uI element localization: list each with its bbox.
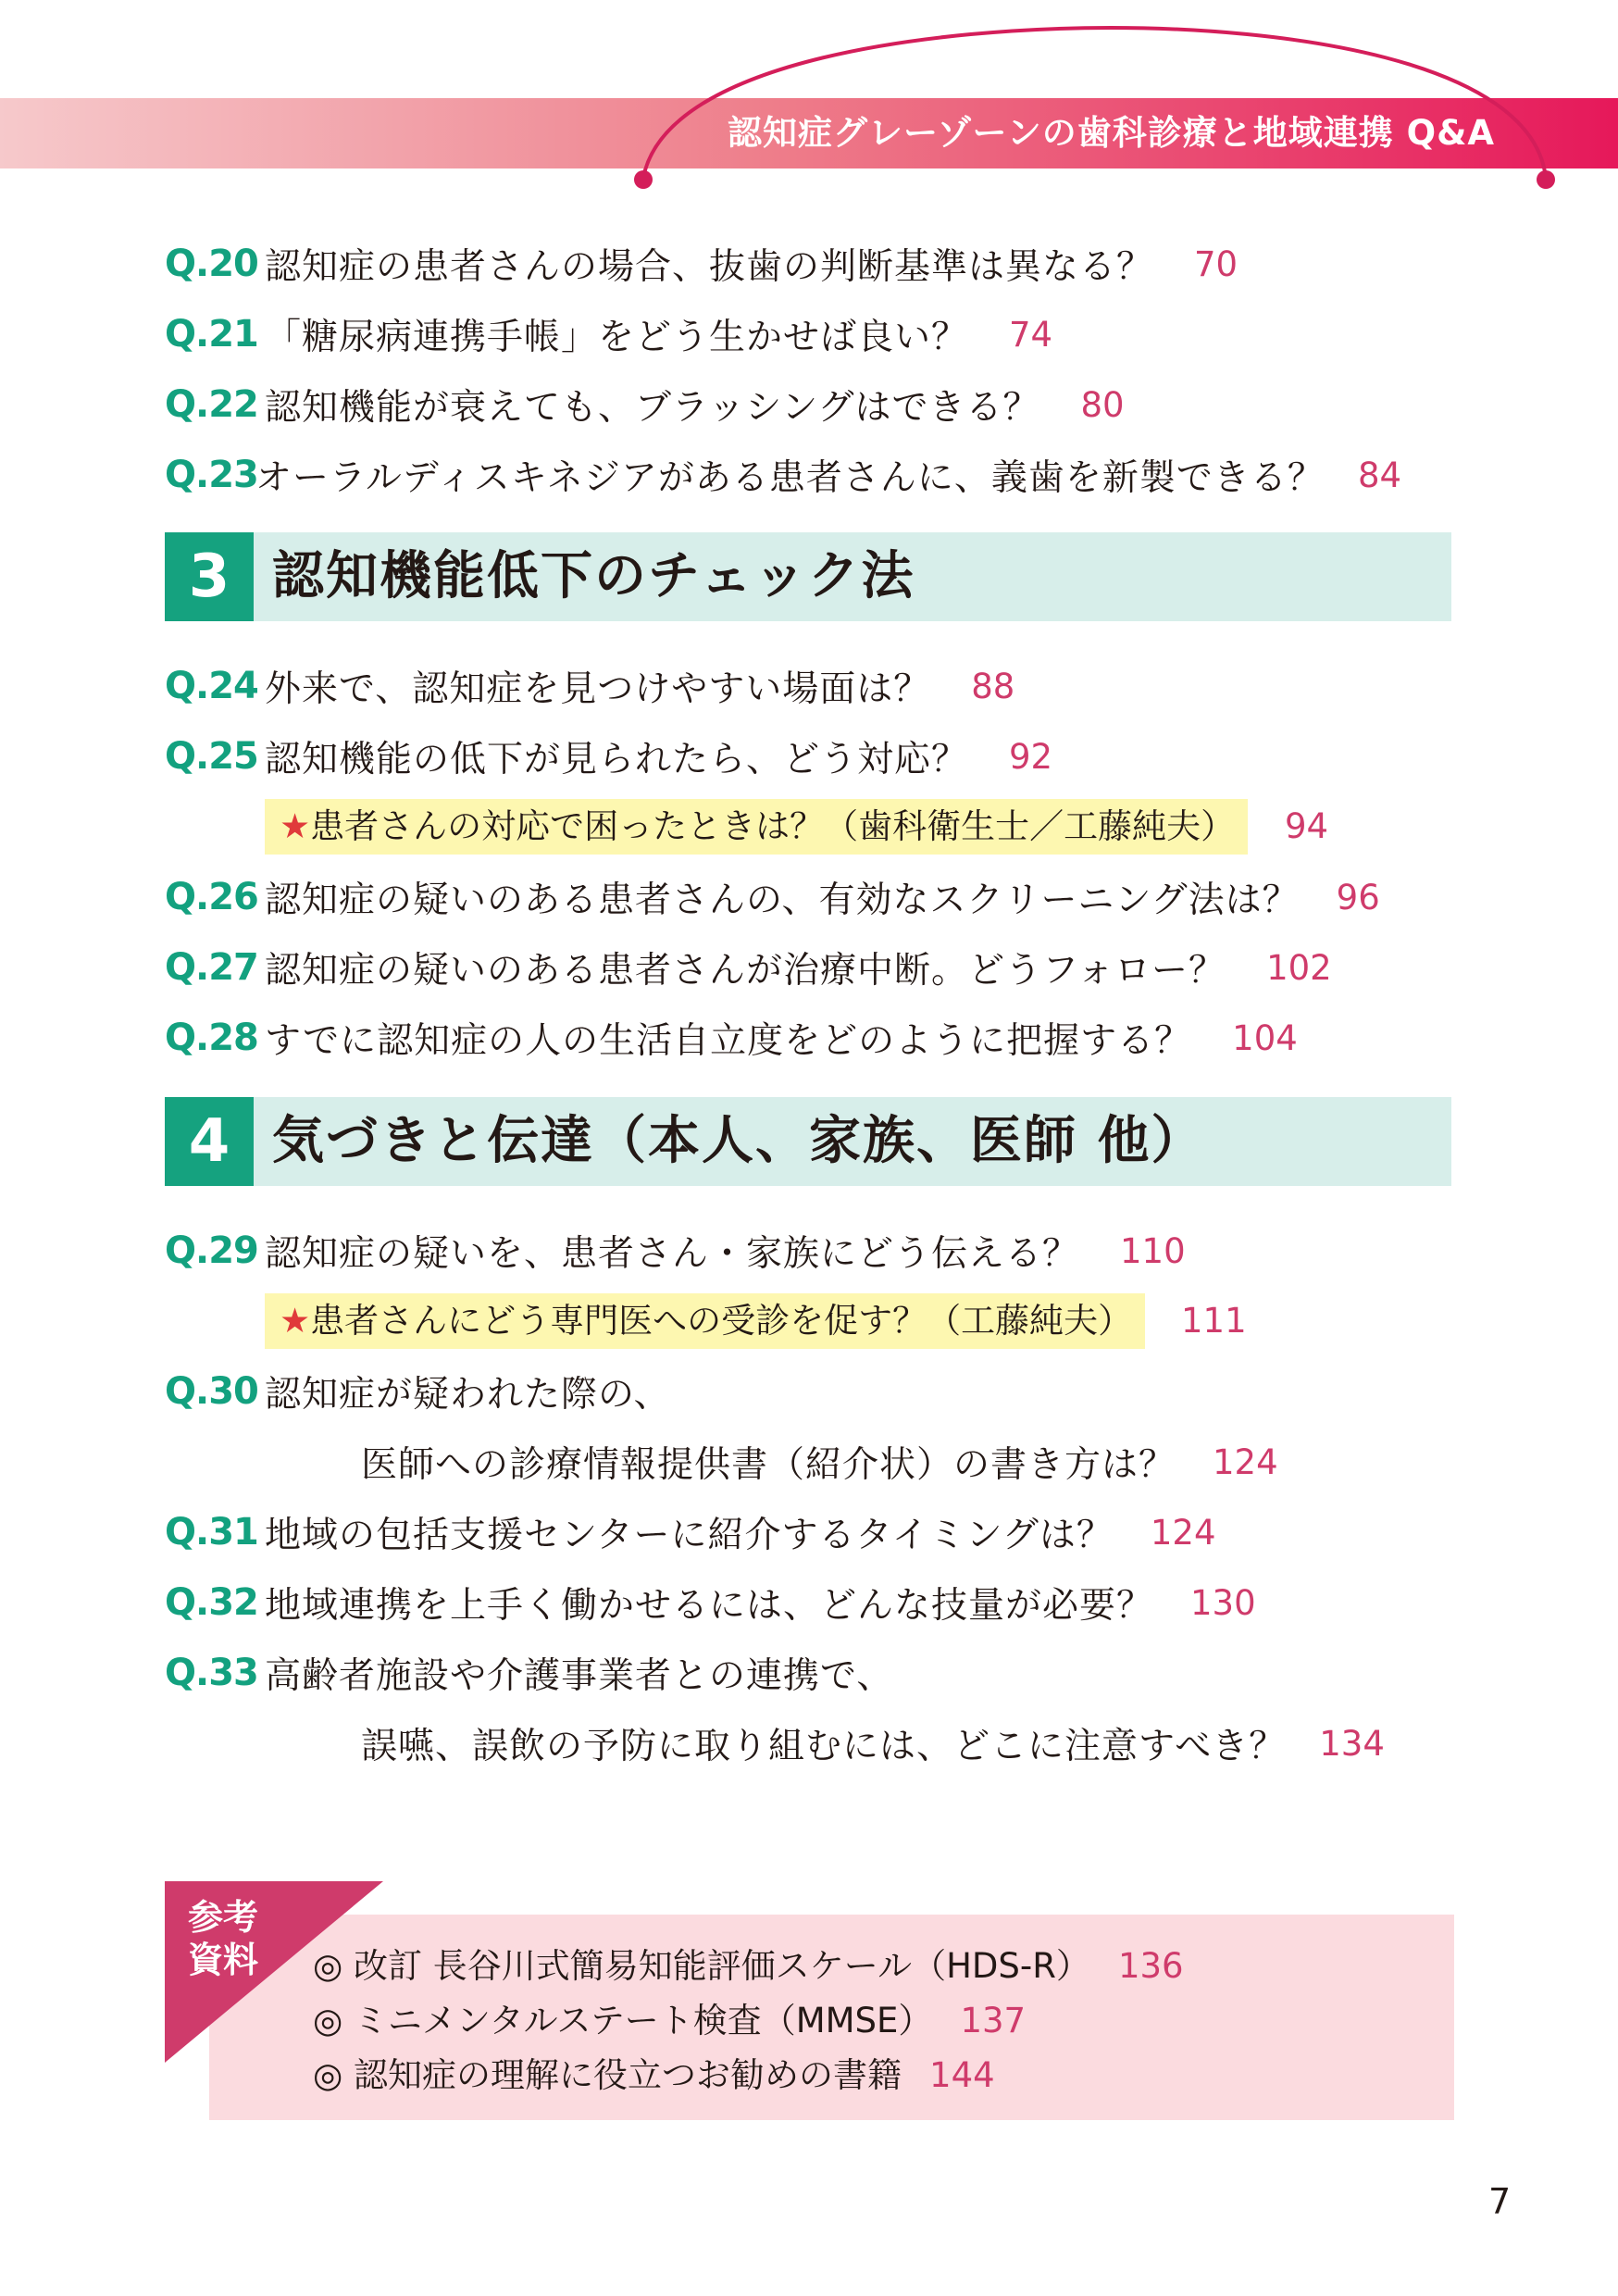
reference-tag-label: 参考 資料: [187, 1897, 258, 1980]
toc-entry-q25[interactable]: [165, 729, 1052, 784]
header-arc-decoration: [629, 20, 1564, 196]
toc-entry-q20[interactable]: [165, 236, 1238, 292]
section-number: 3: [165, 532, 254, 621]
page-ref: 130: [1190, 1582, 1256, 1623]
toc-entry-q32[interactable]: [165, 1575, 1256, 1630]
star-icon: ★: [280, 1301, 311, 1341]
note-entry-specialist-referral[interactable]: [265, 1293, 1145, 1349]
page-ref: 92: [1009, 736, 1053, 777]
question-number: Q.32: [165, 1581, 258, 1624]
page-number: 7: [1488, 2181, 1512, 2222]
page-ref: 136: [1117, 1946, 1184, 1986]
page-ref: 74: [1009, 314, 1053, 355]
question-text: 認知症が疑われた際の、: [265, 1374, 671, 1416]
page-ref: 80: [1080, 384, 1125, 425]
reference-text: ◎ 認知症の理解に役立つお勧めの書籍: [313, 2055, 902, 2095]
section-4-header: [165, 1097, 1451, 1186]
reference-item-hds-r[interactable]: [313, 1940, 1184, 1992]
question-text: 認知症の疑いのある患者さんの、有効なスクリーニング法は？: [265, 880, 1300, 921]
toc-entry-q29[interactable]: [165, 1223, 1186, 1279]
question-text: 地域の包括支援センターに紹介するタイミングは？: [265, 1515, 1114, 1556]
question-text: 外来で、認知症を見つけやすい場面は？: [265, 668, 931, 710]
question-number: Q.21: [165, 313, 258, 356]
question-text: 地域連携を上手く働かせるには、どんな技量が必要？: [265, 1585, 1154, 1627]
page-ref: 124: [1150, 1512, 1216, 1553]
question-text: すでに認知症の人の生活自立度をどのように把握する？: [265, 1020, 1192, 1062]
toc-entry-q23[interactable]: [165, 447, 1401, 503]
toc-entry-q28[interactable]: [165, 1010, 1298, 1066]
toc-entry-q24[interactable]: [165, 658, 1014, 714]
note-text: 患者さんの対応で困ったときは？（歯科衛生士／工藤純夫）: [310, 806, 1236, 846]
page-ref: 110: [1120, 1230, 1186, 1271]
star-icon: ★: [280, 806, 311, 846]
question-number: Q.23: [165, 454, 258, 496]
question-text: 認知症の患者さんの場合、抜歯の判断基準は異なる？: [265, 246, 1154, 288]
reference-text: ◎ 改訂 長谷川式簡易知能評価スケール（HDS-R）: [313, 1946, 1090, 1986]
note-entry-dental-hygienist[interactable]: [265, 799, 1248, 855]
question-text: 認知機能が衰えても、ブラッシングはできる？: [265, 387, 1040, 429]
question-number: Q.27: [165, 946, 258, 989]
question-text: 高齢者施設や介護事業者との連携で、: [265, 1655, 894, 1697]
toc-entry-q33[interactable]: [165, 1645, 893, 1701]
question-number: Q.26: [165, 876, 258, 918]
question-number: Q.30: [165, 1370, 258, 1413]
section-3-header: [165, 532, 1451, 621]
question-number: Q.25: [165, 735, 258, 778]
section-title: 認知機能低下のチェック法: [272, 546, 915, 606]
toc-entry-q27[interactable]: [165, 940, 1332, 995]
toc-entry-q33-continued[interactable]: [361, 1716, 1385, 1771]
page-ref: 104: [1232, 1017, 1298, 1058]
reference-item-books[interactable]: [313, 2050, 995, 2102]
question-number: Q.20: [165, 243, 258, 285]
page-ref: 124: [1213, 1441, 1278, 1482]
question-number: Q.24: [165, 665, 258, 707]
question-number: Q.22: [165, 383, 258, 426]
question-text: 「糖尿病連携手帳」をどう生かせば良い？: [265, 317, 969, 358]
toc-entry-q30[interactable]: [165, 1364, 670, 1419]
page-ref: 70: [1194, 243, 1238, 284]
section-number: 4: [165, 1097, 254, 1186]
page-ref: 137: [960, 2001, 1027, 2040]
question-text-continued: 医師への診療情報提供書（紹介状）の書き方は？: [361, 1444, 1176, 1486]
section-title: 気づきと伝達（本人、家族、医師 他）: [272, 1111, 1205, 1171]
toc-entry-q22[interactable]: [165, 377, 1125, 432]
question-text-continued: 誤嚥、誤飲の予防に取り組むには、どこに注意すべき？: [361, 1726, 1287, 1767]
page-ref: 134: [1319, 1723, 1385, 1764]
question-number: Q.31: [165, 1511, 258, 1554]
note-text: 患者さんにどう専門医への受診を促す？（工藤純夫）: [310, 1301, 1133, 1341]
question-text: 認知症の疑いのある患者さんが治療中断。どうフォロー？: [265, 950, 1226, 992]
reference-text: ◎ ミニメンタルステート検査（MMSE）: [313, 2001, 933, 2040]
question-number: Q.28: [165, 1017, 258, 1059]
page-ref: 102: [1266, 947, 1332, 988]
question-text: 認知症の疑いを、患者さん・家族にどう伝える？: [265, 1233, 1080, 1275]
reference-item-mmse[interactable]: [313, 1995, 1026, 2047]
toc-entry-q26[interactable]: [165, 869, 1380, 925]
question-text: オーラルディスキネジアがある患者さんに、義歯を新製できる？: [255, 457, 1325, 499]
question-number: Q.33: [165, 1652, 258, 1694]
question-text: 認知機能の低下が見られたら、どう対応？: [265, 739, 969, 780]
page-ref: 94: [1285, 806, 1329, 846]
question-number: Q.29: [165, 1229, 258, 1272]
page-ref: 96: [1336, 877, 1380, 917]
page-ref: 88: [971, 666, 1015, 706]
book-title: 認知症グレーゾーンの歯科診療と地域連携 Q&A: [728, 113, 1496, 153]
page-ref: 84: [1357, 455, 1402, 495]
page-ref: 144: [929, 2055, 995, 2095]
toc-entry-q21[interactable]: [165, 306, 1052, 362]
toc-entry-q31[interactable]: [165, 1504, 1216, 1560]
page-ref: 111: [1181, 1301, 1247, 1341]
toc-entry-q30-continued[interactable]: [361, 1434, 1278, 1490]
